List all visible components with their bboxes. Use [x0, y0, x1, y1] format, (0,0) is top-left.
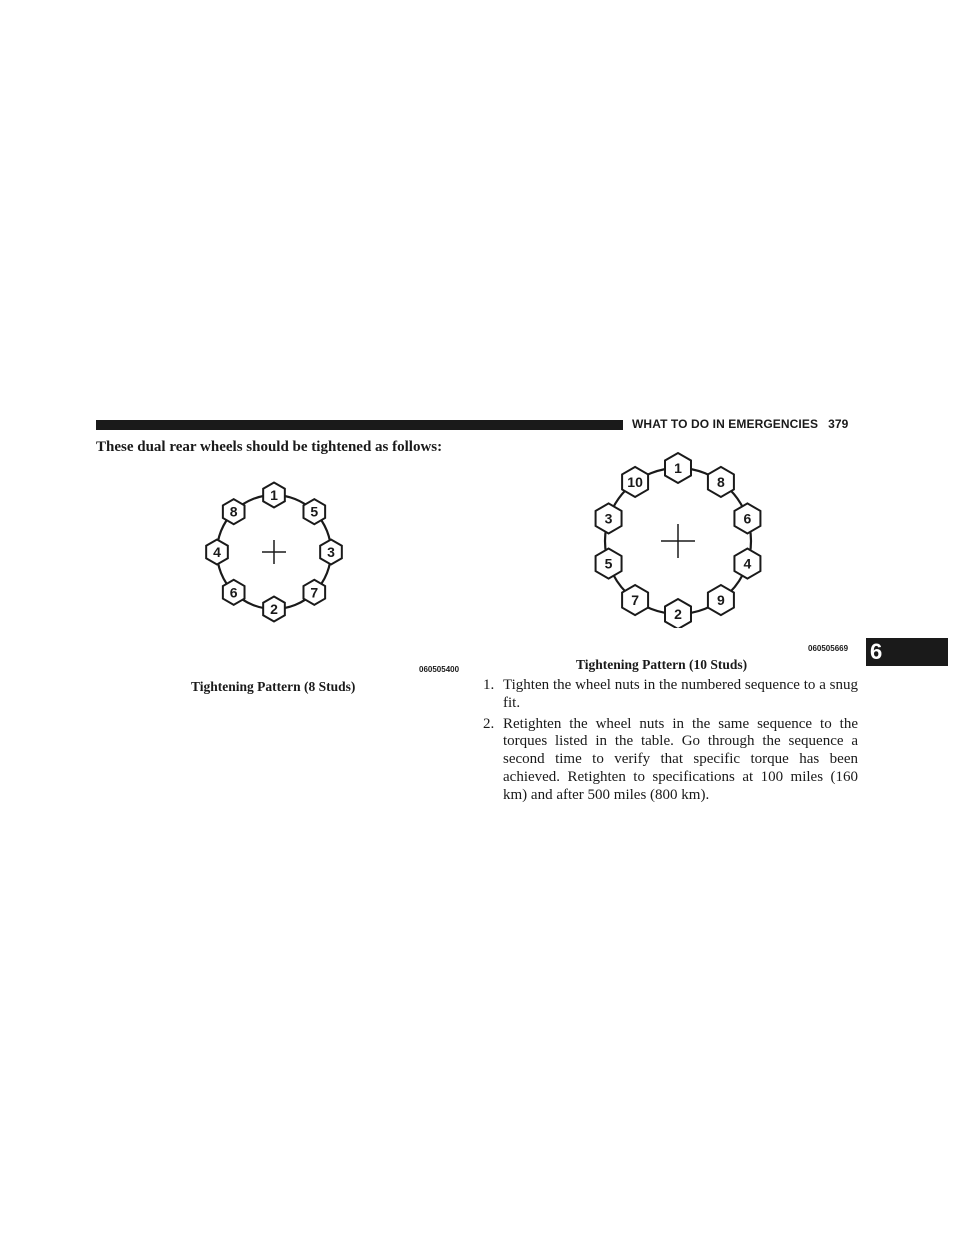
lug-nut-number: 6	[743, 510, 752, 527]
page-number: 379	[828, 417, 849, 431]
lug-nut	[596, 549, 622, 579]
figure-code-8-studs: 060505400	[419, 665, 460, 674]
lug-nut	[734, 549, 760, 579]
lug-nut	[303, 499, 325, 524]
instruction-steps	[483, 677, 858, 808]
lug-nut	[622, 585, 648, 615]
step-text: Retighten the wheel nuts in the same sequence to the torques listed in the table. Go through the sequence a second time to verify that specific torque has been achieved. Retighten to specifications at 100 miles (160 km) and after 500 miles (800 km).	[503, 715, 858, 803]
lug-nut-number: 10	[627, 473, 643, 490]
figure-8-studs	[196, 478, 356, 628]
lug-nut	[223, 499, 245, 524]
lug-nut-number: 3	[327, 544, 335, 561]
lug-pattern-8-stud-diagram	[196, 478, 356, 628]
step-number: 2.	[483, 715, 495, 732]
lug-nut-number: 6	[229, 584, 238, 601]
lug-nut-number: 1	[674, 460, 682, 477]
lug-nut-number: 7	[310, 584, 319, 601]
lug-nut-number: 8	[229, 503, 238, 520]
lug-nut-number: 1	[270, 487, 278, 504]
step-item	[483, 677, 858, 713]
lug-nut	[665, 453, 691, 483]
lug-pattern-10-stud-diagram	[580, 448, 780, 628]
step-text: Tighten the wheel nuts in the numbered sequence to a snug fit.	[503, 677, 858, 711]
lug-nut	[263, 597, 285, 622]
lug-nut	[708, 585, 734, 615]
lug-nut	[596, 503, 622, 533]
lug-nut	[206, 540, 228, 565]
lug-nut	[622, 467, 648, 497]
lug-nut-number: 2	[674, 606, 682, 623]
lug-nut	[665, 599, 691, 628]
lug-nut-number: 2	[270, 601, 278, 618]
lug-nut-number: 9	[717, 592, 725, 609]
figure-caption-10-studs: Tightening Pattern (10 Studs)	[576, 657, 748, 672]
lug-nut-number: 4	[743, 555, 752, 572]
chapter-tab: 6	[866, 638, 948, 666]
figure-10-studs	[580, 448, 780, 628]
lug-nut	[734, 503, 760, 533]
lug-nut	[320, 540, 342, 565]
step-number: 1.	[483, 677, 495, 693]
lug-nut	[223, 580, 245, 605]
running-header	[632, 417, 848, 431]
lug-nut	[263, 483, 285, 508]
lug-nut-number: 5	[604, 555, 613, 572]
figure-code-10-studs: 060505669	[808, 644, 849, 653]
lug-nut-number: 7	[631, 592, 639, 609]
header-rule	[96, 420, 623, 430]
lug-nut-number: 5	[310, 503, 319, 520]
section-title: WHAT TO DO IN EMERGENCIES	[632, 417, 819, 431]
lug-nut-number: 8	[717, 473, 725, 490]
lug-nut-number: 4	[213, 544, 221, 561]
step-item	[483, 716, 858, 805]
figure-caption-8-studs: Tightening Pattern (8 Studs)	[191, 679, 356, 694]
lug-nut	[303, 580, 325, 605]
lug-nut-number: 3	[604, 510, 613, 527]
intro-text: These dual rear wheels should be tightened as follows:	[96, 439, 443, 455]
lug-nut	[708, 467, 734, 497]
